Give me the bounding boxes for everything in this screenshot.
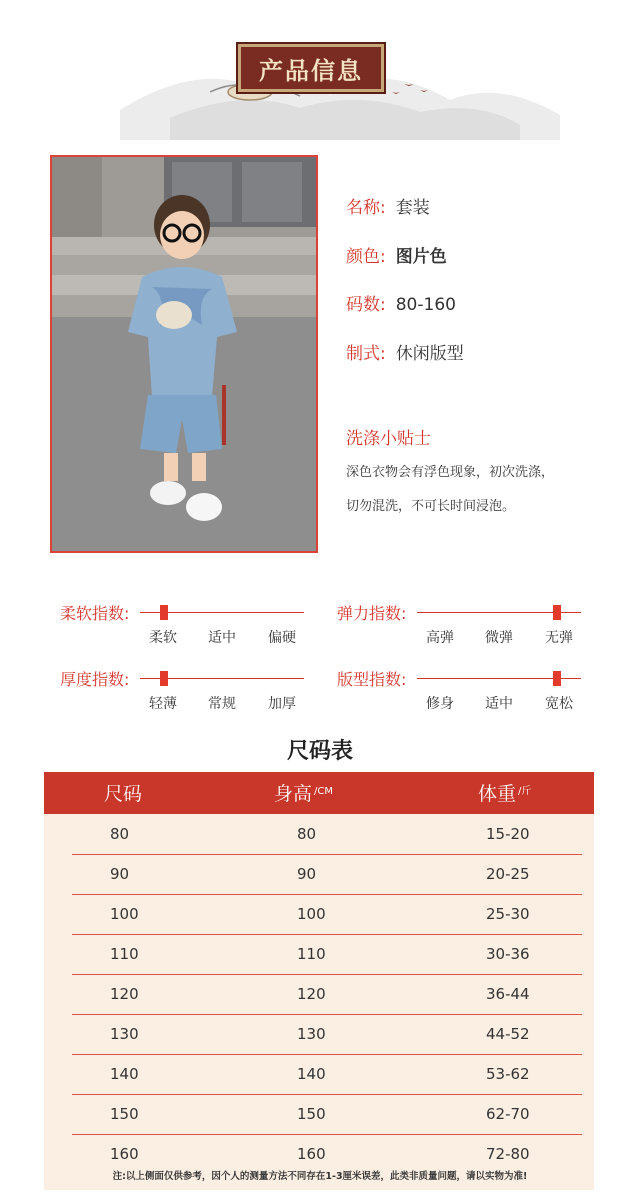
thickness-index [60, 667, 350, 727]
info-label: 名称: [346, 198, 386, 218]
index-label: 弹力指数: [337, 604, 407, 623]
index-option: 轻薄 [149, 696, 177, 712]
washing-tips-title: 洗涤小贴士 [346, 429, 431, 449]
info-label: 颜色: [346, 247, 386, 267]
info-label: 码数: [346, 295, 386, 315]
info-value: 套装 [395, 198, 430, 218]
index-label: 版型指数: [337, 670, 407, 689]
cell-size: 100 [110, 905, 139, 923]
washing-tips-line: 深色衣物会有浮色现象，初次洗涤， [346, 465, 555, 480]
cell-size: 90 [110, 865, 130, 883]
header-label: 身高 [274, 783, 313, 805]
index-option: 微弹 [485, 630, 513, 646]
header-banner [0, 0, 640, 140]
cell-weight: 44-52 [486, 1025, 530, 1043]
cell-size: 130 [110, 1025, 139, 1043]
size-table [44, 772, 594, 1190]
info-value: 80-160 [395, 295, 456, 315]
index-option: 适中 [208, 630, 236, 646]
banner-title: 产品信息 [259, 55, 363, 85]
info-label: 制式: [346, 344, 386, 364]
header-weight [478, 772, 531, 814]
index-label: 柔软指数: [60, 604, 130, 623]
header-unit: /斤 [518, 786, 532, 797]
cell-height: 100 [297, 905, 326, 923]
info-color-row [346, 242, 447, 267]
table-row [72, 1014, 582, 1055]
info-value: 图片色 [395, 247, 447, 267]
index-marker [160, 605, 168, 620]
header-label: 尺码 [104, 783, 143, 805]
cell-weight: 15-20 [486, 825, 530, 843]
table-row [72, 814, 582, 855]
cell-weight: 25-30 [486, 905, 530, 923]
cell-size: 120 [110, 985, 139, 1003]
cell-height: 140 [297, 1065, 326, 1083]
cell-size: 110 [110, 945, 139, 963]
cell-height: 130 [297, 1025, 326, 1043]
index-option: 柔软 [149, 630, 177, 646]
banner-plaque [238, 44, 384, 92]
cell-height: 90 [297, 865, 317, 883]
cell-size: 80 [110, 825, 130, 843]
cell-height: 150 [297, 1105, 326, 1123]
fit-index [337, 667, 627, 727]
cell-height: 160 [297, 1145, 326, 1163]
cell-size: 150 [110, 1105, 139, 1123]
index-option: 高弹 [426, 630, 454, 646]
index-option: 常规 [208, 696, 236, 712]
table-row [72, 894, 582, 935]
index-marker [553, 605, 561, 620]
softness-index [60, 601, 350, 661]
size-disclaimer: 注:以上侧面仅供参考，因个人的测量方法不同存在1-3厘米误差，此类非质量问题，请以实物为准! [112, 1171, 528, 1182]
product-photo [50, 155, 318, 553]
index-option: 修身 [426, 696, 454, 712]
index-option: 加厚 [268, 696, 296, 712]
cell-weight: 72-80 [486, 1145, 530, 1163]
index-option: 偏硬 [268, 630, 296, 646]
index-marker [160, 671, 168, 686]
cell-weight: 62-70 [486, 1105, 530, 1123]
cell-weight: 30-36 [486, 945, 530, 963]
index-option: 宽松 [545, 696, 573, 712]
washing-tips-line: 切勿混洗，不可长时间浸泡。 [346, 499, 516, 514]
header-height [274, 772, 333, 814]
size-table-header [44, 772, 594, 814]
table-row [72, 934, 582, 975]
info-value: 休闲版型 [395, 344, 464, 364]
info-size-row [346, 290, 456, 315]
size-chart-title: 尺码表 [286, 739, 353, 764]
header-size [104, 772, 142, 814]
cell-size: 160 [110, 1145, 139, 1163]
header-label: 体重 [478, 783, 517, 805]
index-option: 适中 [485, 696, 513, 712]
header-unit: /CM [314, 786, 333, 797]
cell-weight: 20-25 [486, 865, 530, 883]
cell-weight: 53-62 [486, 1065, 530, 1083]
table-row [72, 1054, 582, 1095]
info-name-row [346, 193, 430, 218]
index-label: 厚度指数: [60, 670, 130, 689]
table-row [72, 854, 582, 895]
table-row [72, 1094, 582, 1135]
cell-height: 80 [297, 825, 317, 843]
table-row [72, 974, 582, 1015]
cell-height: 110 [297, 945, 326, 963]
index-option: 无弹 [545, 630, 573, 646]
cell-weight: 36-44 [486, 985, 530, 1003]
elasticity-index [337, 601, 627, 661]
cell-size: 140 [110, 1065, 139, 1083]
info-style-row [346, 339, 464, 364]
cell-height: 120 [297, 985, 326, 1003]
index-marker [553, 671, 561, 686]
